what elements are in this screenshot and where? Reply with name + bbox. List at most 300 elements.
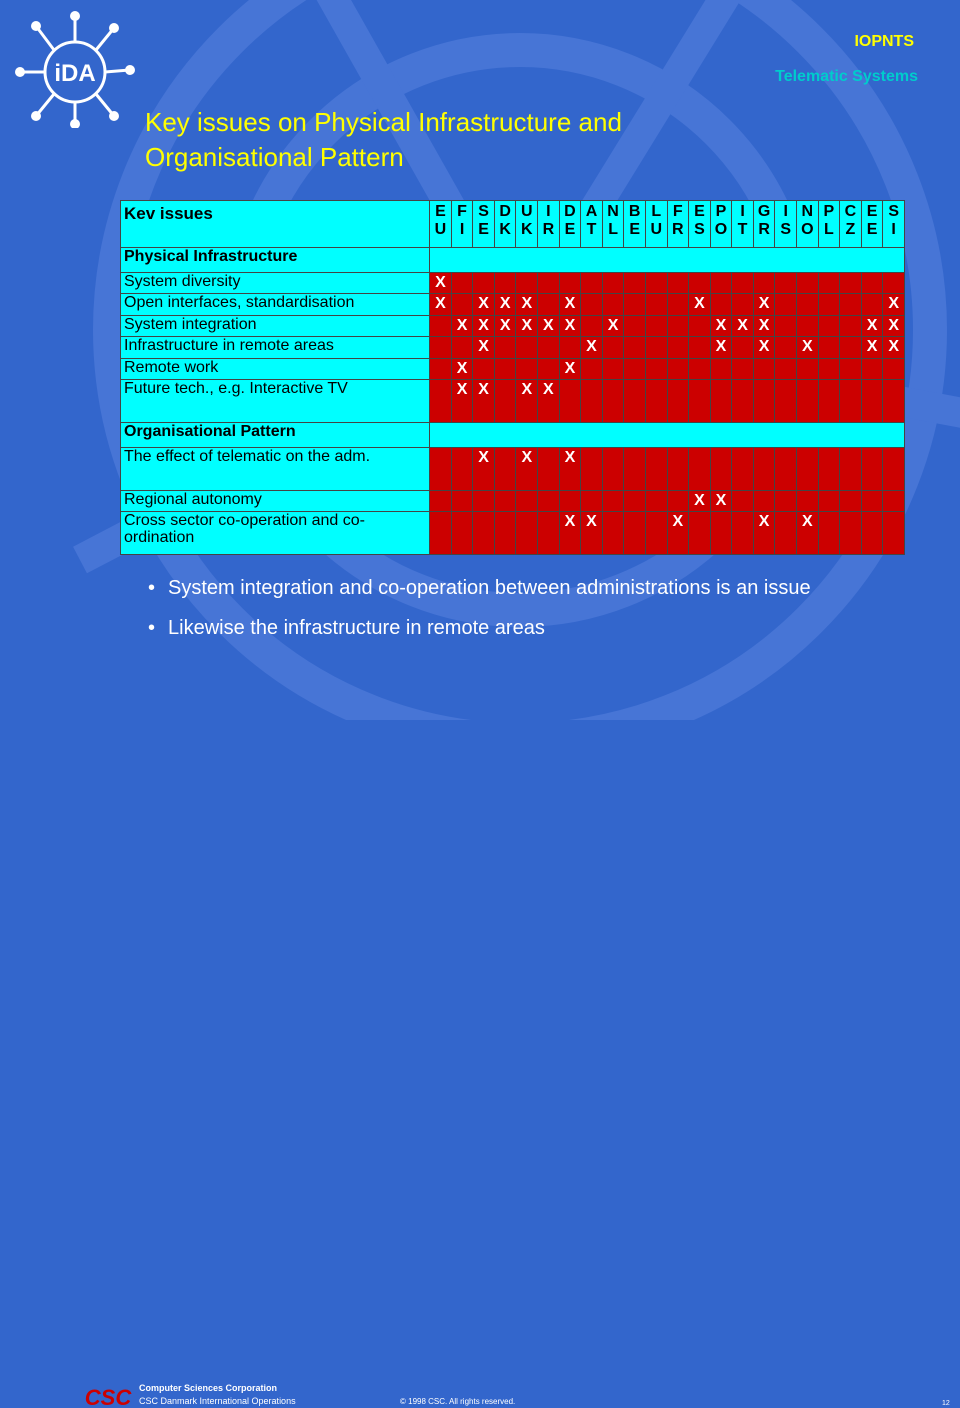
matrix-cell [732, 490, 754, 511]
matrix-cell [473, 358, 495, 379]
country-code-letter: L [608, 221, 618, 238]
section-band [430, 248, 905, 273]
matrix-cell [797, 447, 819, 490]
matrix-cell: X [710, 490, 732, 511]
matrix-cell [861, 358, 883, 379]
matrix-cell [624, 272, 646, 293]
matrix-cell [818, 447, 840, 490]
matrix-cell [710, 294, 732, 315]
table-header-row [121, 201, 905, 248]
matrix-cell [840, 380, 862, 423]
matrix-cell [818, 490, 840, 511]
matrix-cell [624, 380, 646, 423]
matrix-cell [689, 512, 711, 555]
country-code-letter: F [672, 203, 683, 220]
table-row [121, 380, 905, 423]
country-code-letter: I [740, 203, 745, 220]
matrix-cell [667, 294, 689, 315]
country-code-8 [602, 201, 624, 248]
matrix-cell [581, 447, 603, 490]
matrix-cell [451, 294, 473, 315]
matrix-cell: X [883, 315, 905, 336]
matrix-cell: X [753, 315, 775, 336]
matrix-cell [473, 490, 495, 511]
section-band [430, 423, 905, 448]
matrix-cell [581, 294, 603, 315]
country-code-letter: B [628, 203, 641, 220]
matrix-cell [538, 512, 560, 555]
country-code-letter: L [823, 221, 834, 238]
matrix-cell [494, 490, 516, 511]
country-code-12 [689, 201, 711, 248]
country-code-19 [840, 201, 862, 248]
matrix-cell [797, 272, 819, 293]
matrix-cell [753, 490, 775, 511]
issue-label: System diversity [121, 272, 430, 293]
matrix-cell [494, 380, 516, 423]
matrix-cell [775, 447, 797, 490]
matrix-cell [840, 272, 862, 293]
matrix-cell [861, 512, 883, 555]
matrix-cell [667, 447, 689, 490]
country-code-letter: E [435, 203, 446, 220]
matrix-cell [494, 337, 516, 358]
matrix-cell [538, 358, 560, 379]
country-code-letter: E [564, 221, 576, 238]
matrix-cell [775, 380, 797, 423]
slide-title-line-2: Organisational Pattern [145, 142, 404, 172]
matrix-cell [451, 447, 473, 490]
country-code-letter: N [607, 203, 619, 220]
country-code-letter: R [758, 221, 770, 238]
matrix-cell [645, 315, 667, 336]
matrix-cell: X [473, 315, 495, 336]
matrix-cell: X [516, 294, 538, 315]
matrix-cell: X [451, 358, 473, 379]
matrix-cell [645, 272, 667, 293]
matrix-cell [494, 512, 516, 555]
country-code-letter: I [546, 203, 551, 220]
bullet-item [148, 575, 848, 601]
matrix-cell [559, 272, 581, 293]
country-code-13 [710, 201, 732, 248]
matrix-cell: X [559, 447, 581, 490]
country-code-letter: U [434, 221, 447, 238]
matrix-cell [430, 358, 452, 379]
matrix-cell: X [753, 512, 775, 555]
matrix-cell [602, 490, 624, 511]
country-code-letter: C [844, 203, 857, 220]
matrix-cell [753, 358, 775, 379]
matrix-cell: X [797, 512, 819, 555]
matrix-cell [430, 315, 452, 336]
matrix-cell: X [473, 380, 495, 423]
matrix-cell [667, 315, 689, 336]
bullet-text: System integration and co-operation between administrations is an issue [168, 577, 811, 599]
matrix-cell [797, 380, 819, 423]
matrix-cell: X [559, 315, 581, 336]
matrix-cell [732, 272, 754, 293]
matrix-cell [602, 337, 624, 358]
country-code-letter: T [737, 221, 748, 238]
issue-label: Remote work [121, 358, 430, 379]
table-row [121, 512, 905, 555]
country-code-letter: I [459, 221, 465, 238]
matrix-cell [840, 294, 862, 315]
matrix-cell [710, 512, 732, 555]
country-code-letter: P [715, 203, 727, 220]
matrix-cell: X [753, 294, 775, 315]
country-code-6 [559, 201, 581, 248]
matrix-cell: X [494, 315, 516, 336]
country-code-letter: G [757, 203, 771, 220]
matrix-cell [624, 294, 646, 315]
matrix-cell: X [516, 315, 538, 336]
matrix-cell [645, 380, 667, 423]
matrix-cell [624, 315, 646, 336]
matrix-cell [753, 272, 775, 293]
country-code-letter: P [823, 203, 835, 220]
matrix-cell [818, 315, 840, 336]
country-code-letter: K [520, 221, 533, 238]
issue-label: Future tech., e.g. Interactive TV [121, 380, 430, 423]
matrix-cell [516, 512, 538, 555]
matrix-cell [581, 272, 603, 293]
matrix-cell: X [602, 315, 624, 336]
country-code-20 [861, 201, 883, 248]
matrix-cell [753, 380, 775, 423]
matrix-cell [797, 358, 819, 379]
matrix-cell [818, 294, 840, 315]
matrix-cell [624, 358, 646, 379]
matrix-cell [602, 294, 624, 315]
matrix-cell [710, 358, 732, 379]
matrix-cell [775, 294, 797, 315]
matrix-cell: X [538, 380, 560, 423]
country-code-letter: N [801, 203, 814, 220]
country-code-1 [451, 201, 473, 248]
matrix-cell: X [516, 380, 538, 423]
table-row [121, 447, 905, 490]
ida-logo [14, 10, 136, 128]
matrix-cell [840, 490, 862, 511]
issue-label: Infrastructure in remote areas [121, 337, 430, 358]
slide-title [145, 105, 845, 175]
matrix-cell [710, 447, 732, 490]
project-label: IOPNTS [854, 33, 914, 50]
table-row [121, 337, 905, 358]
copyright-notice: © 1998 CSC. All rights reserved. [400, 1397, 516, 1406]
matrix-cell [667, 272, 689, 293]
matrix-cell [883, 272, 905, 293]
matrix-cell [732, 358, 754, 379]
matrix-cell [559, 380, 581, 423]
country-code-letter: U [650, 221, 663, 238]
matrix-cell [797, 315, 819, 336]
matrix-cell [883, 490, 905, 511]
matrix-cell [883, 380, 905, 423]
page-number: 12 [942, 1400, 950, 1407]
matrix-cell [775, 512, 797, 555]
matrix-cell [840, 337, 862, 358]
matrix-cell [430, 337, 452, 358]
country-code-letter: L [651, 203, 662, 220]
issue-label: The effect of telematic on the adm. [121, 447, 430, 490]
matrix-cell [516, 490, 538, 511]
matrix-cell [538, 490, 560, 511]
matrix-cell: X [710, 337, 732, 358]
matrix-cell: X [451, 315, 473, 336]
country-code-7 [581, 201, 603, 248]
matrix-cell [775, 272, 797, 293]
matrix-cell [430, 380, 452, 423]
matrix-cell [732, 294, 754, 315]
matrix-cell: X [581, 337, 603, 358]
matrix-cell [451, 512, 473, 555]
matrix-cell [494, 272, 516, 293]
country-code-10 [645, 201, 667, 248]
matrix-cell [667, 337, 689, 358]
matrix-cell [861, 490, 883, 511]
matrix-cell: X [430, 272, 452, 293]
matrix-cell [883, 447, 905, 490]
matrix-cell [775, 358, 797, 379]
matrix-cell [516, 272, 538, 293]
matrix-cell [624, 447, 646, 490]
country-code-letter: E [694, 203, 705, 220]
matrix-cell [667, 490, 689, 511]
country-code-letter: R [542, 221, 555, 238]
matrix-cell [581, 315, 603, 336]
matrix-cell: X [861, 315, 883, 336]
matrix-cell: X [689, 490, 711, 511]
country-code-letter: S [888, 203, 899, 220]
matrix-cell [645, 294, 667, 315]
matrix-cell [451, 272, 473, 293]
matrix-cell [667, 358, 689, 379]
matrix-cell [840, 315, 862, 336]
matrix-cell: X [732, 315, 754, 336]
table-row [121, 315, 905, 336]
matrix-cell [732, 337, 754, 358]
matrix-cell [753, 447, 775, 490]
matrix-cell: X [710, 315, 732, 336]
matrix-cell [689, 358, 711, 379]
matrix-cell: X [689, 294, 711, 315]
country-code-18 [818, 201, 840, 248]
footer [0, 690, 960, 1408]
matrix-cell [473, 512, 495, 555]
table-row [121, 490, 905, 511]
matrix-cell [624, 512, 646, 555]
section-label: Organisational Pattern [121, 423, 430, 448]
matrix-cell [602, 380, 624, 423]
bullet-item [148, 615, 848, 641]
matrix-cell [516, 358, 538, 379]
section-label: Physical Infrastructure [121, 248, 430, 273]
slide-title-line-1: Key issues on Physical Infrastructure and [145, 107, 622, 137]
matrix-cell [581, 490, 603, 511]
country-code-letter: S [694, 221, 705, 238]
matrix-cell [430, 447, 452, 490]
matrix-cell [451, 337, 473, 358]
matrix-cell [818, 512, 840, 555]
matrix-cell: X [581, 512, 603, 555]
division-name: CSC Danmark International Operations [139, 1396, 296, 1406]
country-code-letter: I [783, 203, 788, 220]
matrix-cell [624, 337, 646, 358]
matrix-cell: X [559, 294, 581, 315]
matrix-cell: X [797, 337, 819, 358]
bullet-symbol: • [148, 577, 156, 599]
matrix-cell [645, 490, 667, 511]
table-header-label: Kev issues [121, 201, 430, 248]
matrix-cell [861, 294, 883, 315]
matrix-cell [430, 490, 452, 511]
table-row [121, 294, 905, 315]
country-code-letter: S [478, 203, 489, 220]
country-code-letter: E [629, 221, 640, 238]
country-code-letter: I [891, 221, 896, 238]
matrix-cell [645, 358, 667, 379]
matrix-cell [710, 380, 732, 423]
matrix-cell [645, 512, 667, 555]
matrix-cell [883, 358, 905, 379]
csc-logo [82, 1386, 134, 1408]
country-code-4 [516, 201, 538, 248]
bullet-list [148, 575, 848, 655]
matrix-cell: X [667, 512, 689, 555]
matrix-cell: X [494, 294, 516, 315]
matrix-cell [473, 272, 495, 293]
company-name: Computer Sciences Corporation [139, 1383, 278, 1393]
section-row [121, 248, 905, 273]
country-code-15 [753, 201, 775, 248]
country-code-9 [624, 201, 646, 248]
matrix-cell [689, 337, 711, 358]
country-code-3 [494, 201, 516, 248]
country-code-letter: O [714, 221, 728, 238]
matrix-cell [883, 512, 905, 555]
country-code-17 [797, 201, 819, 248]
matrix-cell [797, 490, 819, 511]
country-code-letter: E [478, 221, 489, 238]
country-code-11 [667, 201, 689, 248]
matrix-cell [818, 272, 840, 293]
matrix-cell [840, 447, 862, 490]
section-row [121, 423, 905, 448]
issue-label: Cross sector co-operation and co-ordination [121, 512, 430, 555]
country-code-letter: A [585, 203, 598, 220]
matrix-cell [559, 337, 581, 358]
matrix-cell [494, 358, 516, 379]
country-code-letter: D [499, 203, 511, 220]
matrix-cell [775, 315, 797, 336]
matrix-cell: X [559, 512, 581, 555]
matrix-cell [689, 272, 711, 293]
matrix-cell [775, 337, 797, 358]
country-code-14 [732, 201, 754, 248]
matrix-cell [840, 512, 862, 555]
country-code-letter: K [499, 221, 511, 238]
matrix-cell [797, 294, 819, 315]
matrix-cell: X [473, 337, 495, 358]
matrix-cell: X [559, 358, 581, 379]
country-code-letter: E [866, 203, 878, 220]
matrix-cell [581, 380, 603, 423]
country-code-letter: E [866, 221, 878, 238]
matrix-cell [818, 358, 840, 379]
matrix-cell [689, 315, 711, 336]
matrix-cell [818, 380, 840, 423]
matrix-cell [732, 380, 754, 423]
table-row [121, 272, 905, 293]
matrix-cell [861, 380, 883, 423]
matrix-cell [818, 337, 840, 358]
matrix-cell [602, 512, 624, 555]
matrix-cell [430, 512, 452, 555]
matrix-cell [667, 380, 689, 423]
issue-label: Open interfaces, standardisation [121, 294, 430, 315]
country-code-2 [473, 201, 495, 248]
matrix-cell: X [451, 380, 473, 423]
matrix-cell [861, 272, 883, 293]
table-row [121, 358, 905, 379]
matrix-cell [732, 447, 754, 490]
matrix-cell [602, 272, 624, 293]
matrix-cell: X [516, 447, 538, 490]
matrix-cell [516, 337, 538, 358]
matrix-cell [602, 447, 624, 490]
issue-label: Regional autonomy [121, 490, 430, 511]
key-issues-table [120, 200, 905, 555]
matrix-cell: X [753, 337, 775, 358]
matrix-cell: X [883, 294, 905, 315]
matrix-cell [451, 490, 473, 511]
matrix-cell [538, 337, 560, 358]
country-code-5 [538, 201, 560, 248]
matrix-cell [861, 447, 883, 490]
country-code-letter: T [586, 221, 597, 238]
country-code-letter: U [520, 203, 533, 220]
country-code-letter: F [457, 203, 467, 220]
matrix-cell [732, 512, 754, 555]
matrix-cell: X [473, 447, 495, 490]
ida-logo-text: iDA [54, 60, 96, 87]
country-code-letter: O [801, 221, 814, 238]
matrix-cell [538, 294, 560, 315]
country-code-letter: S [780, 221, 792, 238]
matrix-cell: X [473, 294, 495, 315]
matrix-cell: X [538, 315, 560, 336]
matrix-cell: X [861, 337, 883, 358]
matrix-cell: X [430, 294, 452, 315]
country-code-16 [775, 201, 797, 248]
matrix-cell [559, 490, 581, 511]
matrix-cell [840, 358, 862, 379]
matrix-cell [689, 447, 711, 490]
bullet-symbol: • [148, 617, 156, 639]
subtitle-label: Telematic Systems [775, 68, 918, 85]
matrix-cell [710, 272, 732, 293]
matrix-cell [689, 380, 711, 423]
matrix-cell [538, 447, 560, 490]
csc-logo-text: CSC [84, 1386, 132, 1408]
country-code-0 [430, 201, 452, 248]
bullet-text: Likewise the infrastructure in remote areas [168, 617, 545, 639]
matrix-cell [602, 358, 624, 379]
matrix-cell [775, 490, 797, 511]
